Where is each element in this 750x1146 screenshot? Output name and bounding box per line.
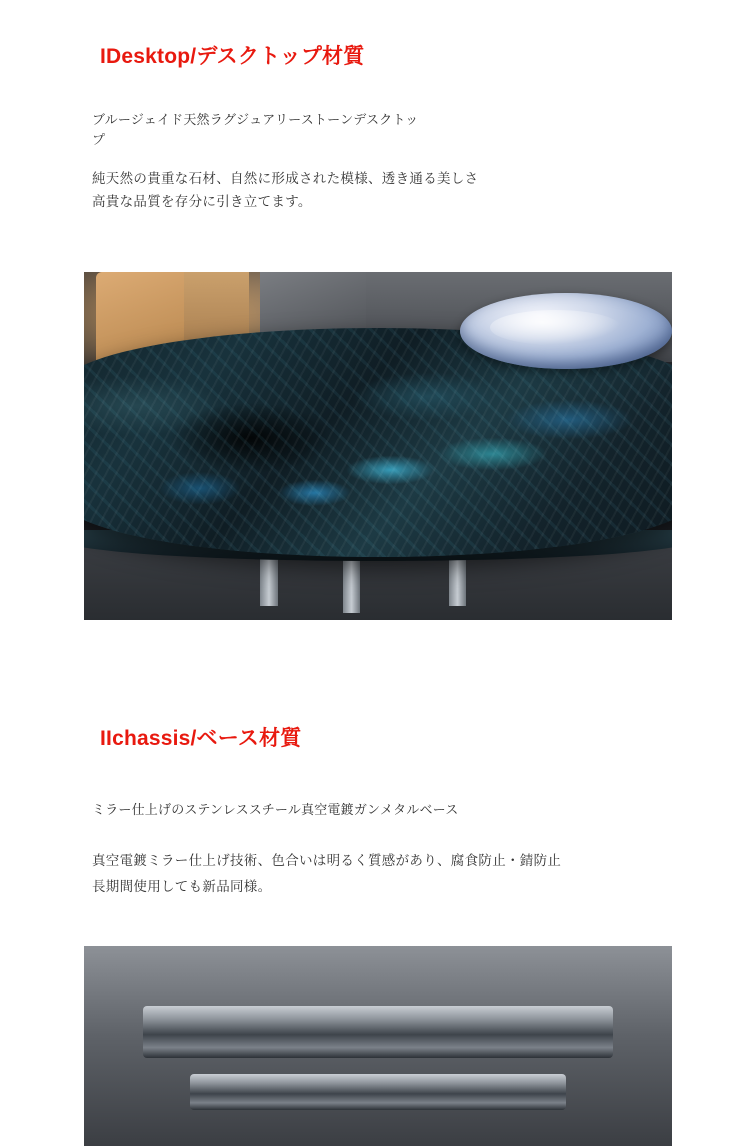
- gunmetal-stainless-base-photo: [84, 946, 672, 1146]
- section-body-desktop: [92, 166, 522, 212]
- section-heading-chassis: IIchassis/ベース材質: [100, 727, 302, 750]
- body-line-1: 真空電鍍ミラー仕上げ技術、色合いは明るく質感があり、腐食防止・錆防止: [92, 853, 562, 868]
- stone-scene: [84, 272, 672, 620]
- section-subtitle-desktop: ブルージェイド天然ラグジュアリーストーンデスクトップ: [92, 112, 419, 148]
- body-line-1: 純天然の貴重な石材、自然に形成された模様、透き通る美しさ: [92, 171, 479, 186]
- section-body-chassis: [92, 848, 612, 901]
- body-line-2: 長期間使用しても新品同様。: [92, 879, 272, 895]
- body-line-2: 高貴な品質を存分に引き立てます。: [92, 194, 312, 210]
- section-subtitle-chassis: ミラー仕上げのステンレススチール真空電鍍ガンメタルベース: [92, 802, 459, 817]
- metal-scene: [84, 946, 672, 1146]
- metal-base-bar: [190, 1074, 566, 1110]
- metal-base-bar: [143, 1006, 613, 1058]
- table-leg: [343, 557, 361, 613]
- decorative-bowl: [460, 293, 672, 370]
- blue-jade-stone-tabletop-photo: [84, 272, 672, 620]
- section-heading-desktop: IDesktop/デスクトップ材質: [100, 45, 365, 68]
